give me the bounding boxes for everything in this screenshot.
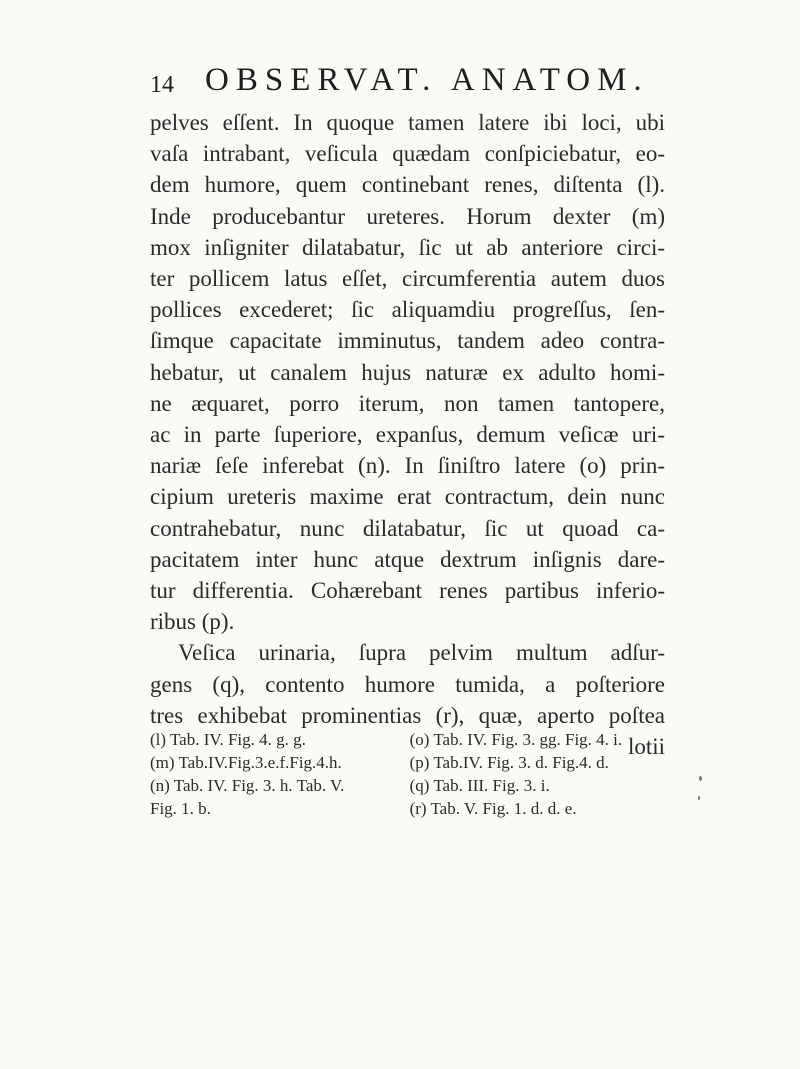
speck-dot [699, 776, 702, 781]
footnote: (p) Tab.IV. Fig. 3. d. Fig.4. d. [409, 753, 609, 772]
catchword: lotii [627, 734, 665, 760]
body-line: tur differentia. Cohærebant renes partibus inferio- [150, 578, 665, 604]
body-line: ne æquaret, porro iterum, non tamen tantopere, [150, 390, 665, 416]
footnotes-right-column [403, 728, 670, 820]
body-line: pelves eſſent. In quoque tamen latere ibi loci, ubi [150, 110, 665, 135]
body-line: nariæ ſeſe inferebat (n). In ſiniſtro latere (o) prin- [150, 453, 665, 479]
page-number: 14 [150, 72, 174, 98]
footnote: (n) Tab. IV. Fig. 3. h. Tab. V. [150, 776, 345, 795]
running-header: OBSERVAT. ANATOM. [205, 62, 649, 98]
body-line: vaſa intrabant, veſicula quædam conſpiciebatur, eo- [150, 141, 665, 167]
body-line: tres exhibebat prominentias (r), quæ, aperto poſtea [150, 702, 665, 728]
body-line: Inde producebantur ureteres. Horum dexter (m) [150, 203, 665, 229]
body-line: hebatur, ut canalem hujus naturæ ex adulto homi- [150, 359, 665, 385]
footnotes [150, 728, 670, 820]
footnote: (o) Tab. IV. Fig. 3. gg. Fig. 4. i. [409, 730, 623, 749]
body-line: Veſica urinaria, ſupra pelvim multum adſur- [178, 640, 665, 666]
body-line: ter pollicem latus eſſet, circumferentia autem duos [150, 266, 665, 292]
body-line: pacitatem inter hunc atque dextrum inſignis dare- [150, 546, 665, 572]
footnotes-left-column [150, 728, 403, 820]
body-line: contrahebatur, nunc dilatabatur, ſic ut quoad ca- [150, 515, 665, 541]
speck-dot [698, 796, 700, 800]
footnote: (r) Tab. V. Fig. 1. d. d. e. [409, 799, 577, 818]
body-line: gens (q), contento humore tumida, a poſteriore [150, 671, 665, 697]
paper-speck [695, 776, 705, 806]
footnote: (q) Tab. III. Fig. 3. i. [409, 776, 550, 795]
footnote: (m) Tab.IV.Fig.3.e.f.Fig.4.h. [150, 753, 342, 772]
body-line: ribus (p). [150, 609, 235, 635]
footnote-continuation: Fig. 1. b. [150, 799, 211, 818]
body-line: cipium ureteris maxime erat contractum, dein nunc [150, 484, 665, 510]
body-line: ſimque capacitate imminutus, tandem adeo contra- [150, 328, 665, 354]
body-text [150, 107, 665, 762]
footnote: (l) Tab. IV. Fig. 4. g. g. [150, 730, 306, 749]
body-line: pollices excederet; ſic aliquamdiu progreſſus, ſen- [150, 297, 665, 323]
body-line: mox inſigniter dilatabatur, ſic ut ab anteriore circi- [150, 234, 665, 260]
body-line: dem humore, quem continebant renes, diſtenta (l). [150, 172, 665, 198]
body-line: ac in parte ſuperiore, expanſus, demum veſicæ uri- [150, 422, 665, 448]
